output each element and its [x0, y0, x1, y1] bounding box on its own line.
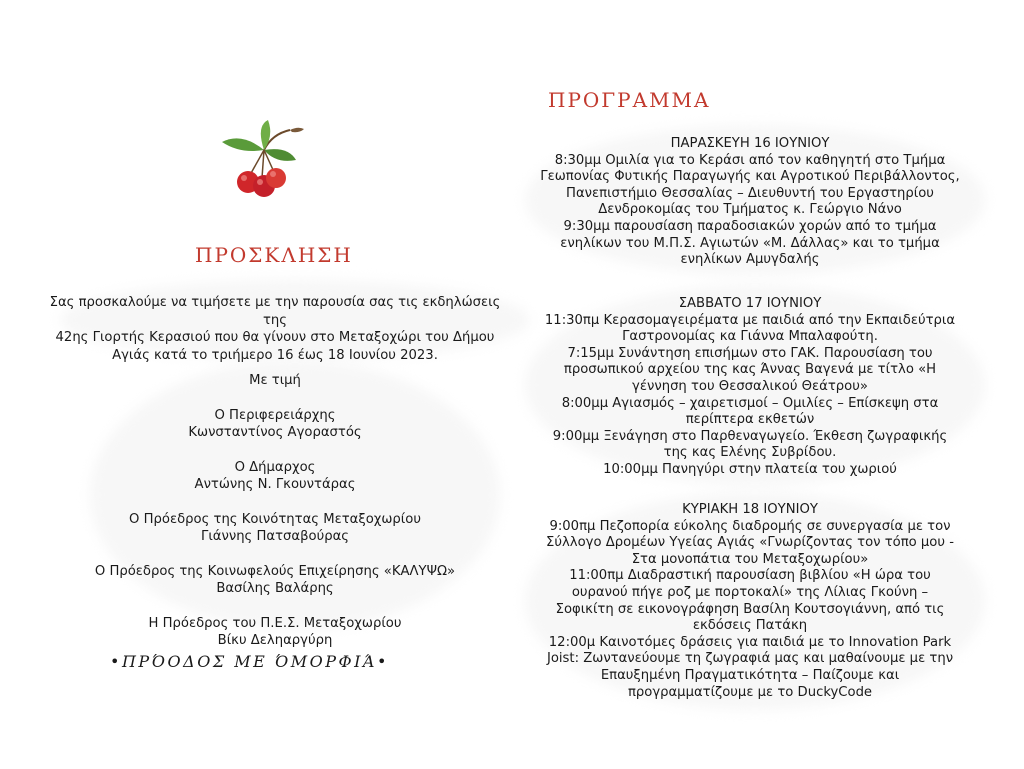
- program-line: 7:15μμ Συνάντηση επισήμων στο ΓΑΚ. Παρουσίαση του: [567, 345, 933, 361]
- signer-name: Βασίλης Βαλάρης: [216, 581, 334, 596]
- program-line: Δενδροκομίας του Τμήματος κ. Γεώργιο Νάνο: [598, 202, 902, 218]
- program-line: 9:00μμ Ξενάγηση στο Παρθεναγωγείο. Έκθεση ζωγραφικής: [552, 428, 948, 444]
- program-day: [520, 296, 980, 479]
- program-line: Γαστρονομίας κα Γιάννα Μπαλαφούτη.: [622, 329, 878, 345]
- closing-text: Με τιμή: [249, 373, 301, 388]
- signer-name: Αντώνης Ν. Γκουντάρας: [194, 477, 356, 492]
- signer-role: Ο Δήμαρχος: [234, 459, 316, 475]
- intro-line: 42ης Γιορτής Κερασιού που θα γίνουν στο Μεταξοχώρι του Δήμου: [55, 330, 495, 345]
- program-line: 10:00μμ Πανηγύρι στην πλατεία του χωριού: [603, 461, 897, 477]
- signers-block: [40, 372, 510, 650]
- slogan: •ΠΡΌΟΔΟΣ ΜΕ ΌΜΟΡΦΙΆ•: [110, 652, 389, 671]
- program-line: Στα μονοπάτια του Μεταξοχωρίου»: [631, 551, 869, 567]
- signer-role: Ο Πρόεδρος της Κοινωφελούς Επιχείρησης «ΚΑΛΥΨΩ»: [94, 563, 456, 579]
- program-line: της κας Ελένης Συβρίδου.: [663, 445, 837, 461]
- program-line: Γεωπονίας Φυτικής Παραγωγής και Αγροτικού Περιβάλλοντος,: [540, 169, 960, 185]
- cherry-icon: [212, 120, 312, 200]
- signer-role: Ο Περιφερειάρχης: [214, 407, 336, 423]
- signer-name: Βίκυ Δεληαργύρη: [217, 633, 333, 648]
- program-line: γέννηση του Θεσσαλικού Θεάτρου»: [632, 378, 868, 394]
- program-line: Επαυξημένη Πραγματικότητα – Παίζουμε και: [600, 667, 900, 683]
- program-line: Joist: Ζωντανεύουμε τη ζωγραφιά μας και μαθαίνουμε με την: [546, 651, 954, 667]
- program-line: ουρανού πήγε ροζ με πορτοκαλί» της Λίλιας Γκούνη –: [571, 584, 929, 600]
- intro-line: Αγιάς κατά το τριήμερο 16 έως 18 Ιουνίου 2023.: [112, 347, 438, 363]
- day-heading: ΚΥΡΙΑΚΗ 18 ΙΟΥΝΙΟΥ: [682, 502, 818, 517]
- invitation-intro: [40, 294, 510, 364]
- program-line: 11:00πμ Διαδραστική παρουσίαση βιβλίου «Η ώρα του: [569, 568, 931, 584]
- program-line: 9:30μμ παρουσίαση παραδοσιακών χορών από το τμήμα: [563, 218, 937, 234]
- program-line: 11:30πμ Κερασομαγειρέματα με παιδιά από την Εκπαιδεύτρια: [544, 312, 956, 328]
- program-line: περίπτερα εκθετών: [685, 412, 815, 428]
- program-line: εκδόσεις Πατάκη: [692, 618, 808, 634]
- invitation-title: ΠΡΟΣΚΛΗΣΗ: [195, 243, 353, 267]
- program-line: ενηλίκων Αμυγδαλής: [680, 252, 820, 268]
- program-line: Σύλλογο Δρομέων Υγείας Αγιάς «Γνωρίζοντας τον τόπο μου -: [546, 535, 954, 551]
- signer-role: Η Πρόεδρος του Π.Ε.Σ. Μεταξοχωρίου: [148, 615, 402, 631]
- program-day: [520, 502, 980, 701]
- program-line: 8:30μμ Ομιλία για το Κεράσι από τον καθηγητή στο Τμήμα: [554, 152, 946, 168]
- signer-name: Γιάννης Πατσαβούρας: [200, 529, 350, 544]
- program-line: Πανεπιστήμιο Θεσσαλίας – Διευθυντή του Εργαστηρίου: [566, 185, 934, 201]
- program-line: 8:00μμ Αγιασμός – χαιρετισμοί – Ομιλίες – Επίσκεψη στα: [561, 395, 939, 411]
- program-line: 12:00μ Καινοτόμες δράσεις για παιδιά με το Innovation Park: [548, 634, 952, 650]
- intro-line: Σας προσκαλούμε να τιμήσετε με την παρουσία σας τις εκδηλώσεις της: [49, 295, 501, 328]
- program-line: προσωπικού αρχείου της κας Άννας Βαγενά με τίτλο «Η: [563, 362, 937, 378]
- program-day: [520, 136, 980, 269]
- program-line: Σοφικίτη σε εικονογράφηση Βασίλη Κουτσογιάννη, από τις: [555, 601, 945, 617]
- program-title: ΠΡΟΓΡΑΜΜΑ: [548, 88, 711, 112]
- signer-name: Κωνσταντίνος Αγοραστός: [188, 425, 362, 440]
- program-line: ενηλίκων του Μ.Π.Σ. Αγιωτών «Μ. Δάλλας» και το τμήμα: [560, 235, 940, 251]
- program-line: 9:00πμ Πεζοπορία εύκολης διαδρομής σε συνεργασία με τον: [549, 518, 951, 534]
- program-line: προγραμματίζουμε με το DuckyCode: [627, 684, 873, 700]
- day-heading: ΣΑΒΒΑΤΟ 17 ΙΟΥΝΙΟΥ: [678, 296, 822, 311]
- signer-role: Ο Πρόεδρος της Κοινότητας Μεταξοχωρίου: [129, 511, 421, 527]
- day-heading: ΠΑΡΑΣΚΕΥΗ 16 ΙΟΥΝΙΟΥ: [670, 136, 830, 151]
